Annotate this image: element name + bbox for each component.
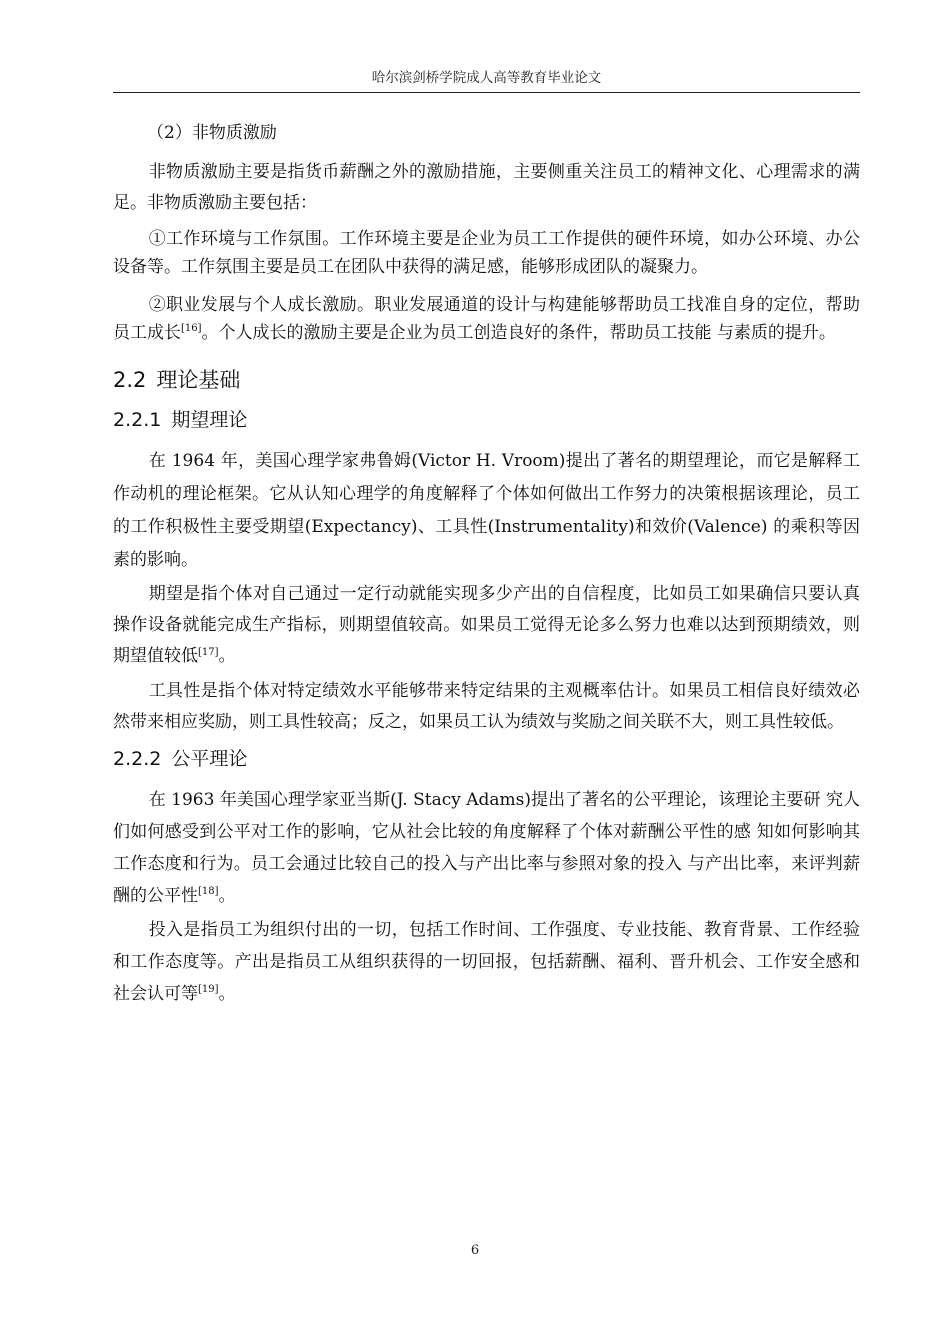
text: 。 <box>218 886 236 906</box>
subsection-title: 公平理论 <box>171 748 248 770</box>
paragraph: 非物质激励主要是指货币薪酬之外的激励措施，主要侧重关注员工的精神文化、心理需求的满足。非物质激励主要包括： <box>113 162 860 213</box>
citation: [19] <box>198 984 219 995</box>
paragraph: ①工作环境与工作氛围。工作环境主要是企业为员工工作提供的硬件环境，如办公环境、办公设备等。工作氛围主要是员工在团队中获得的满足感，能够形成团队的凝聚力。 <box>113 229 860 277</box>
text: 在 1963 年美国心理学家亚当斯(J. Stacy Adams)提出了著名的公平理论，该理论主要研 究人们如何感受到公平对工作的影响，它从社会比较的角度解释了个体对薪酬公平性的感 知如何影响其工作态度和行为。员工会通过比较自己的投入与产出比率与参照对象的投入 与产出比率，来评判薪酬的公平性 <box>113 790 860 906</box>
text: ②职业发展与个人成长激励。职业发展通道的设计与构建能够帮助员工找准自身的定位，帮助员工成长 <box>113 295 860 343</box>
page-number: 6 <box>470 1243 480 1258</box>
subsection-label-nonmaterial: （2）非物质激励 <box>147 123 277 143</box>
subsection-number: 2.2.1 <box>113 409 162 431</box>
subsection-number: 2.2.2 <box>113 748 162 770</box>
citation: [18] <box>198 886 219 897</box>
citation: [16] <box>181 323 202 334</box>
page-body <box>113 118 860 1010</box>
text: 。 <box>218 984 236 1004</box>
paragraph <box>113 914 860 1010</box>
text: 。 <box>218 646 236 666</box>
paragraph: 工具性是指个体对特定绩效水平能够带来特定结果的主观概率估计。如果员工相信良好绩效必然带来相应奖励，则工具性较高；反之，如果员工认为绩效与奖励之间关联不大，则工具性较低。 <box>113 681 860 732</box>
section-heading <box>113 365 860 395</box>
text: 期望是指个体对自己通过一定行动就能实现多少产出的自信程度，比如员工如果确信只要认真操作设备就能完成生产指标，则期望值较高。如果员工觉得无论多么努力也难以达到预期绩效，则期望值较低 <box>113 584 860 666</box>
paragraph: 在 1964 年，美国心理学家弗鲁姆(Victor H. Vroom)提出了著名的期望理论，而它是解释工作动机的理论框架。它从认知心理学的角度解释了个体如何做出工作努力的决策根据该理论，员工的工作积极性主要受期望(Expectancy)、工具性(Instrumentality)和效价(Valence) 的乘积等因素的影响。 <box>113 451 860 570</box>
text: 投入是指员工为组织付出的一切，包括工作时间、工作强度、专业技能、教育背景、工作经验和工作态度等。产出是指员工从组织获得的一切回报，包括薪酬、福利、晋升机会、工作安全感和社会认可等 <box>113 920 860 1004</box>
subsection-heading <box>113 405 860 435</box>
section-number: 2.2 <box>113 368 147 392</box>
paragraph <box>113 291 860 347</box>
citation: [17] <box>198 647 219 658</box>
paragraph <box>113 784 860 912</box>
section-title: 理论基础 <box>156 368 241 392</box>
subsection-heading <box>113 744 860 774</box>
text: 。个人成长的激励主要是企业为员工创造良好的条件，帮助员工技能 与素质的提升。 <box>201 323 836 343</box>
paragraph <box>113 579 860 672</box>
subsection-title: 期望理论 <box>171 409 248 431</box>
page-header: 哈尔滨剑桥学院成人高等教育毕业论文 <box>113 66 860 93</box>
